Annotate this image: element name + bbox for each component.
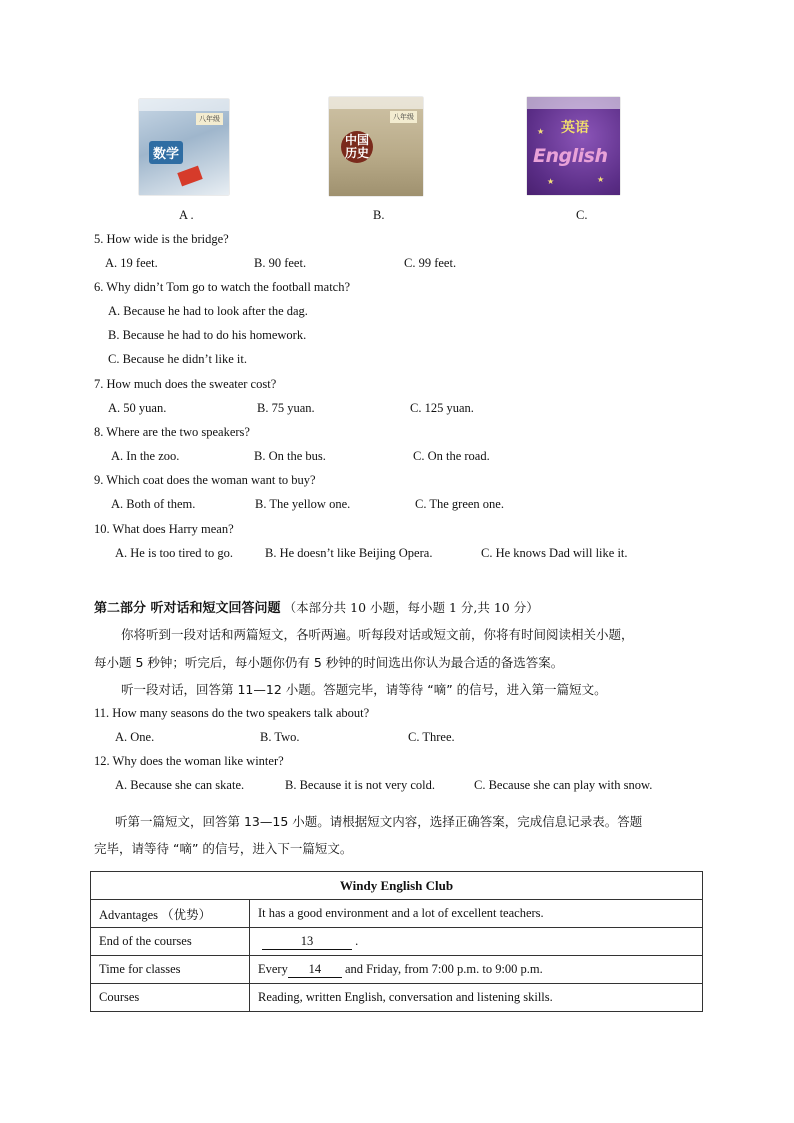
section-intro: 你将听到一段对话和两篇短文，各听两遍。听每段对话或短文前，你将有时间阅读相关小题， (121, 627, 634, 642)
question-option: A. 19 feet. (105, 256, 158, 270)
question-stem: 7. How much does the sweater cost? (94, 377, 277, 391)
table-row (91, 928, 703, 956)
star-icon: ★ (537, 127, 545, 136)
question-option: C. The green one. (415, 497, 504, 511)
question-option: C. Because she can play with snow. (474, 778, 653, 792)
question-option: B. Because it is not very cold. (285, 778, 435, 792)
question-option: A. Both of them. (111, 497, 196, 511)
question-option: B. The yellow one. (255, 497, 351, 511)
cover-band (139, 99, 229, 111)
row-value: It has a good environment and a lot of excellent teachers. (250, 900, 703, 928)
question-option: A. In the zoo. (111, 449, 180, 463)
history-textbook-image (329, 97, 423, 196)
option-label-c: C. (576, 208, 588, 222)
question-option: B. On the bus. (254, 449, 326, 463)
star-icon: ★ (547, 177, 555, 186)
table-title: Windy English Club (91, 872, 703, 900)
cover-band (527, 97, 620, 109)
book-title: 数学 (149, 141, 183, 164)
book-title: 中国历史 (341, 131, 373, 163)
book-grade: 八年级 (390, 111, 417, 123)
question-option: B. He doesn’t like Beijing Opera. (265, 546, 433, 560)
star-icon: ★ (597, 175, 605, 184)
question-option: A. 50 yuan. (108, 401, 167, 415)
table-row (91, 984, 703, 1012)
table-title-row (91, 872, 703, 900)
question-option: C. 125 yuan. (410, 401, 474, 415)
question-option: B. 75 yuan. (257, 401, 315, 415)
dialog-instruction: 听一段对话，回答第 11—12 小题。答题完毕，请等待 “嘀” 的信号，进入第一篇短文。 (121, 682, 607, 697)
question-stem: 8. Where are the two speakers? (94, 425, 250, 439)
section-heading (94, 597, 539, 616)
math-textbook-image (139, 99, 229, 195)
row-label: Courses (91, 984, 250, 1012)
row-value (250, 928, 703, 956)
option-label-a: A . (179, 208, 194, 222)
book-title: 英语 (561, 120, 589, 136)
answer-blank-13[interactable]: 13 (262, 934, 352, 950)
question-option: A. Because he had to look after the dag. (108, 304, 308, 318)
question-stem: 6. Why didn’t Tom go to watch the football match? (94, 280, 351, 294)
question-option: C. 99 feet. (404, 256, 457, 270)
question-stem: 11. How many seasons do the two speakers talk about? (94, 706, 370, 720)
question-stem: 5. How wide is the bridge? (94, 232, 229, 246)
table-row (91, 900, 703, 928)
question-option: B. Because he had to do his homework. (108, 328, 307, 342)
section-scoring-note: （本部分共 10 小题，每小题 1 分,共 10 分） (283, 600, 539, 615)
section-title: 第二部分 听对话和短文回答问题 (94, 601, 281, 616)
row-label: Time for classes (91, 956, 250, 984)
english-textbook-image (527, 97, 620, 195)
option-label-b: B. (373, 208, 385, 222)
row-label: End of the courses (91, 928, 250, 956)
question-option: A. Because she can skate. (115, 778, 245, 792)
question-option: C. He knows Dad will like it. (481, 546, 628, 560)
book-grade: 八年级 (196, 113, 223, 125)
info-record-table (90, 871, 703, 1012)
table-row (91, 956, 703, 984)
cover-band (329, 97, 423, 109)
passage-instruction: 完毕，请等待 “嘀” 的信号，进入下一篇短文。 (94, 841, 353, 856)
question-option: C. Three. (408, 730, 455, 744)
question-option: C. On the road. (413, 449, 490, 463)
blank-suffix: . (352, 933, 359, 948)
question-option: B. Two. (260, 730, 300, 744)
question-option: B. 90 feet. (254, 256, 307, 270)
question-option: A. One. (115, 730, 155, 744)
passage-instruction: 听第一篇短文，回答第 13—15 小题。请根据短文内容，选择正确答案，完成信息记录表。答题 (115, 814, 643, 829)
question-option: A. He is too tired to go. (115, 546, 234, 560)
cover-decoration (177, 166, 202, 187)
row-label: Advantages （优势） (91, 900, 250, 928)
section-intro: 每小题 5 秒钟；听完后，每小题你仍有 5 秒钟的时间选出你认为最合适的备选答案。 (94, 655, 564, 670)
blank-suffix: and Friday, from 7:00 p.m. to 9:00 p.m. (341, 961, 543, 976)
answer-blank-14[interactable]: 14 (288, 962, 342, 978)
row-value (250, 956, 703, 984)
question-stem: 10. What does Harry mean? (94, 522, 234, 536)
book-subtitle: English (533, 145, 608, 167)
question-stem: 9. Which coat does the woman want to buy? (94, 473, 316, 487)
question-option: C. Because he didn’t like it. (108, 352, 247, 366)
question-stem: 12. Why does the woman like winter? (94, 754, 284, 768)
blank-prefix: Every (258, 961, 288, 976)
row-value: Reading, written English, conversation and listening skills. (250, 984, 703, 1012)
